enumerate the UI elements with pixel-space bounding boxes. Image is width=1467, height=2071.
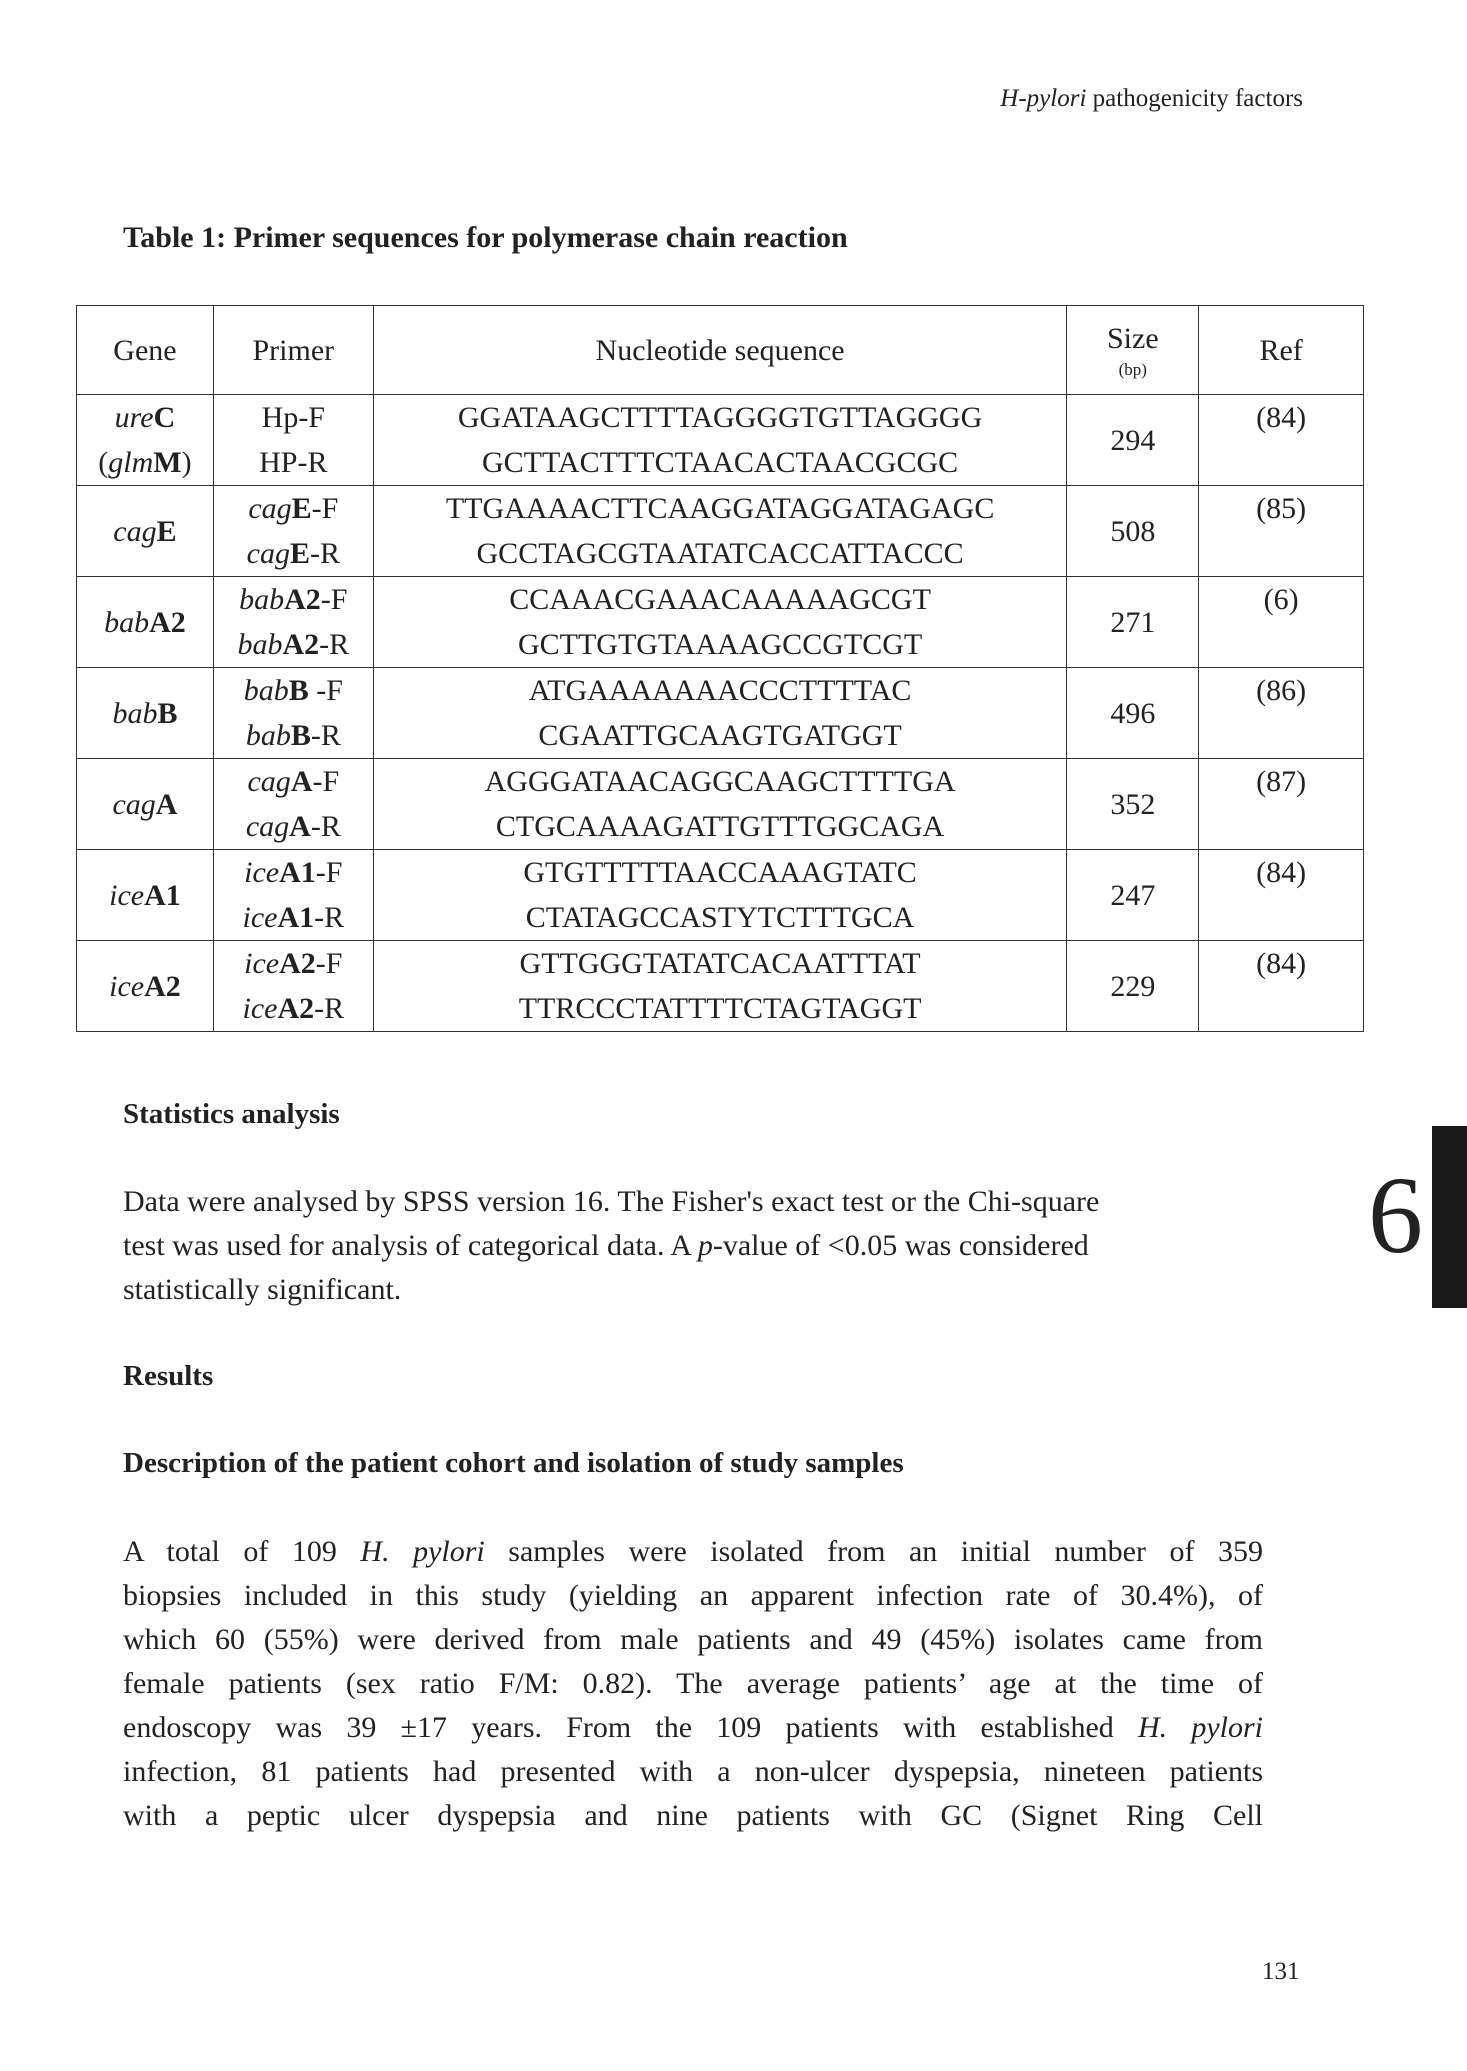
gene-cell: babA2: [77, 577, 214, 668]
gene-cell: babB: [77, 668, 214, 759]
primer-cell: [213, 395, 373, 486]
sequence-cell: [373, 850, 1067, 941]
reverse-sequence: CTGCAAAAGATTGTTTGGCAGA: [495, 810, 945, 843]
running-header-text: pathogenicity factors: [1086, 85, 1303, 112]
chapter-tab: [1432, 1126, 1467, 1308]
results-paragraph: [123, 1530, 1263, 1838]
size-cell: 247: [1067, 850, 1199, 941]
header-sequence: Nucleotide sequence: [373, 306, 1067, 395]
forward-primer: iceA1-F: [244, 856, 343, 889]
chapter-number: 6: [1368, 1154, 1423, 1276]
results-line: endoscopy was 39 ±17 years. From the 109 patients with established H. pylori: [123, 1711, 1264, 1744]
sequence-cell: [373, 486, 1067, 577]
page-number: 131: [1262, 1958, 1300, 1985]
running-header: [1000, 85, 1303, 113]
results-line: A total of 109 H. pylori samples were isolated from an initial number of 359: [123, 1535, 1264, 1568]
results-line: with a peptic ulcer dyspepsia and nine patients with GC (Signet Ring Cell: [123, 1799, 1263, 1832]
header-primer: Primer: [213, 306, 373, 395]
reverse-sequence: GCTTACTTTCTAACACTAACGCGC: [482, 446, 959, 479]
forward-sequence: ATGAAAAAAACCCTTTTAC: [528, 674, 912, 707]
table-row: [77, 577, 1364, 668]
size-cell: 271: [1067, 577, 1199, 668]
results-heading: Results: [123, 1360, 214, 1392]
forward-sequence: TTGAAAACTTCAAGGATAGGATAGAGC: [445, 492, 995, 525]
sequence-cell: [373, 759, 1067, 850]
forward-sequence: GTTGGGTATATCACAATTTAT: [519, 947, 921, 980]
primer-cell: [213, 941, 373, 1032]
primer-cell: [213, 759, 373, 850]
statistics-line: Data were analysed by SPSS version 16. The Fisher's exact test or the Chi-square: [123, 1185, 1100, 1218]
statistics-line: statistically significant.: [123, 1273, 402, 1306]
table-row: [77, 759, 1364, 850]
reverse-primer: iceA2-R: [242, 992, 345, 1025]
sequence-cell: [373, 395, 1067, 486]
ref-cell: (87): [1199, 759, 1364, 850]
sequence-cell: [373, 577, 1067, 668]
ref-cell: (84): [1199, 395, 1364, 486]
size-cell: 508: [1067, 486, 1199, 577]
results-line: infection, 81 patients had presented with a non-ulcer dyspepsia, nineteen patients: [123, 1755, 1263, 1788]
statistics-line: test was used for analysis of categorical data. A p-value of <0.05 was considered: [123, 1229, 1089, 1262]
forward-primer: cagA-F: [247, 765, 340, 798]
reverse-primer: cagA-R: [245, 810, 341, 843]
reverse-sequence: TTRCCCTATTTTCTAGTAGGT: [518, 992, 922, 1025]
header-ref: Ref: [1199, 306, 1364, 395]
reverse-primer: babB-R: [245, 719, 341, 752]
reverse-primer: babA2-R: [237, 628, 350, 661]
primer-cell: [213, 850, 373, 941]
table-row: [77, 486, 1364, 577]
statistics-heading: Statistics analysis: [123, 1098, 340, 1130]
reverse-sequence: CGAATTGCAAGTGATGGT: [538, 719, 902, 752]
results-line: biopsies included in this study (yielding an apparent infection rate of 30.4%), of: [123, 1579, 1263, 1612]
forward-primer: babB -F: [243, 674, 343, 707]
ref-cell: (85): [1199, 486, 1364, 577]
gene-cell: iceA1: [77, 850, 214, 941]
sequence-cell: [373, 941, 1067, 1032]
ref-cell: (84): [1199, 850, 1364, 941]
reverse-primer: cagE-R: [246, 537, 340, 570]
gene-cell: cagE: [77, 486, 214, 577]
header-size: [1067, 306, 1199, 395]
ref-cell: (86): [1199, 668, 1364, 759]
forward-primer: babA2-F: [239, 583, 348, 616]
size-cell: 496: [1067, 668, 1199, 759]
gene-suffix: C: [153, 401, 176, 434]
reverse-sequence: GCTTGTGTAAAAGCCGTCGT: [517, 628, 923, 661]
forward-primer: cagE-F: [248, 492, 339, 525]
ref-cell: (6): [1199, 577, 1364, 668]
forward-sequence: CCAAACGAAACAAAAAGCGT: [509, 583, 931, 616]
forward-sequence: GGATAAGCTTTTAGGGGTGTTAGGGG: [457, 401, 983, 434]
table-row: [77, 941, 1364, 1032]
primer-table: [76, 305, 1364, 1032]
size-cell: 352: [1067, 759, 1199, 850]
gene-cell: iceA2: [77, 941, 214, 1032]
forward-primer: Hp-F: [261, 401, 325, 434]
reverse-sequence: GCCTAGCGTAATATCACCATTACCC: [476, 537, 964, 570]
results-line: female patients (sex ratio F/M: 0.82). The average patients’ age at the time of: [123, 1667, 1263, 1700]
ref-cell: (84): [1199, 941, 1364, 1032]
header-size-unit: (bp): [1118, 360, 1147, 379]
primer-cell: [213, 486, 373, 577]
gene-name: ure: [114, 401, 154, 434]
table-row: [77, 850, 1364, 941]
primer-cell: [213, 577, 373, 668]
table-row: [77, 395, 1364, 486]
running-header-species: H-pylori: [1000, 85, 1087, 112]
forward-sequence: GTGTTTTTAACCAAAGTATC: [523, 856, 917, 889]
reverse-primer: iceA1-R: [242, 901, 345, 934]
cohort-subheading: Description of the patient cohort and isolation of study samples: [123, 1447, 904, 1479]
gene-alias: glm: [108, 446, 154, 479]
table-header-row: [77, 306, 1364, 395]
header-size-label: Size: [1106, 322, 1159, 355]
reverse-primer: HP-R: [259, 446, 328, 479]
primer-cell: [213, 668, 373, 759]
header-gene: Gene: [77, 306, 214, 395]
results-line: which 60 (55%) were derived from male patients and 49 (45%) isolates came from: [123, 1623, 1263, 1656]
table-title: Table 1: Primer sequences for polymerase chain reaction: [123, 221, 848, 254]
sequence-cell: [373, 668, 1067, 759]
gene-cell: cagA: [77, 759, 214, 850]
forward-primer: iceA2-F: [244, 947, 343, 980]
table-row: [77, 668, 1364, 759]
size-cell: 294: [1067, 395, 1199, 486]
statistics-paragraph: [123, 1180, 1213, 1312]
reverse-sequence: CTATAGCCASTYTCTTTGCA: [525, 901, 915, 934]
gene-cell: ureC (glmM): [77, 395, 214, 486]
size-cell: 229: [1067, 941, 1199, 1032]
forward-sequence: AGGGATAACAGGCAAGCTTTTGA: [484, 765, 956, 798]
